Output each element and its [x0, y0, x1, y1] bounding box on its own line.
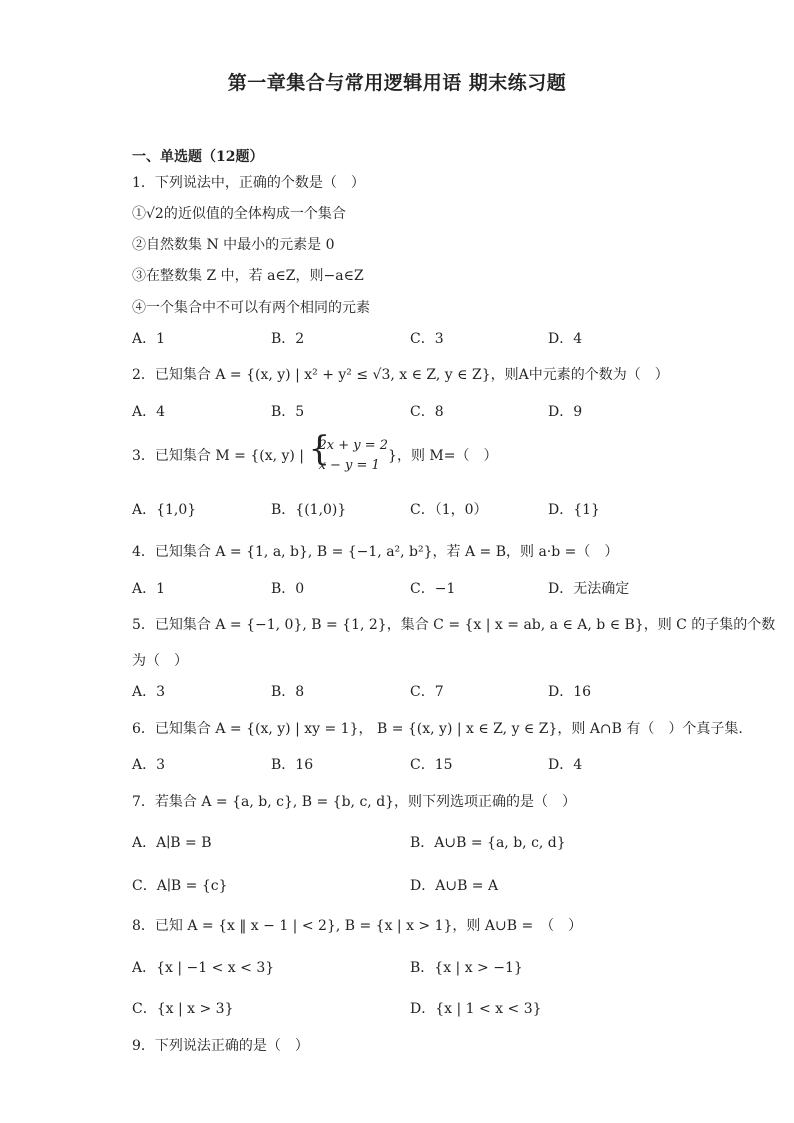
question-9-stem: 9．下列说法正确的是（ ）	[132, 1038, 309, 1054]
question-6-stem: 6．已知集合 A = {(x, y) | xy = 1}， B = {(x, y) | x ∈ Z, y ∈ Z}，则 A∩B 有（ ）个真子集.	[132, 721, 743, 737]
question-4-option-c: C．−1	[410, 581, 456, 597]
question-3-stem	[132, 429, 498, 476]
question-6-option-a: A．3	[132, 757, 166, 773]
question-4-stem: 4．已知集合 A = {1, a, b}, B = {−1, a², b²}，若 A = B，则 a·b =（ ）	[132, 544, 619, 560]
question-8-stem: 8．已知 A = {x ‖ x − 1 | < 2}, B = {x | x > 1}，则 A∪B = （ ）	[132, 918, 583, 934]
question-3-option-c: C．（1，0）	[410, 502, 488, 518]
question-6-option-d: D．4	[548, 757, 583, 773]
question-1-statement-1: ①√2的近似值的全体构成一个集合	[132, 206, 346, 222]
question-1-statement-3: ③在整数集 Z 中，若 a∈Z，则−a∈Z	[132, 268, 364, 284]
question-8-option-b: B．{x | x > −1}	[410, 960, 523, 976]
question-4-option-a: A．1	[132, 581, 166, 597]
question-2-option-c: C．8	[410, 404, 444, 420]
question-1-option-a: A．1	[132, 331, 166, 347]
question-2-option-d: D．9	[548, 404, 583, 420]
page-title: 第一章集合与常用逻辑用语 期末练习题	[227, 72, 567, 94]
equation-2: x − y = 1	[318, 458, 380, 473]
question-5-option-b: B．8	[271, 684, 305, 700]
question-6-option-b: B．16	[271, 757, 314, 773]
question-8-option-a: A．{x | −1 < x < 3}	[132, 960, 275, 976]
question-8-option-d: D．{x | 1 < x < 3}	[410, 1001, 542, 1017]
question-5-stem: 5．已知集合 A = {−1, 0}, B = {1, 2}，集合 C = {x | x = ab, a ∈ A, b ∈ B}，则 C 的子集的个数	[132, 617, 776, 633]
question-5-option-d: D．16	[548, 684, 592, 700]
question-1-option-b: B．2	[271, 331, 305, 347]
question-7-option-d: D．A∪B = A	[410, 878, 499, 894]
question-4-option-d: D．无法确定	[548, 581, 630, 597]
question-1-statement-2: ②自然数集 N 中最小的元素是 0	[132, 237, 335, 253]
question-5-stem-continued: 为（ ）	[132, 653, 188, 669]
question-5-option-a: A．3	[132, 684, 166, 700]
question-5-option-c: C．7	[410, 684, 444, 700]
question-1-option-d: D．4	[548, 331, 583, 347]
question-7-option-b: B．A∪B = {a, b, c, d}	[410, 835, 566, 851]
question-3-stem-start: 3．已知集合 M = {(x, y) |	[132, 448, 309, 464]
section-heading: 一、单选题（12题）	[132, 149, 264, 165]
question-2-option-b: B．5	[271, 404, 305, 420]
equation-1: 2x + y = 2	[318, 438, 389, 453]
question-3-option-b: B．{(1,0)}	[271, 502, 347, 518]
question-4-option-b: B．0	[271, 581, 305, 597]
question-2-option-a: A．4	[132, 404, 166, 420]
question-8-option-c: C．{x | x > 3}	[132, 1001, 234, 1017]
question-3-stem-end: }，则 M=（ ）	[388, 448, 498, 464]
question-2-stem: 2．已知集合 A = {(x, y) | x² + y² ≤ √3, x ∈ Z, y ∈ Z}，则A中元素的个数为（ ）	[132, 367, 669, 383]
question-1-statement-4: ④一个集合中不可以有两个相同的元素	[132, 300, 370, 316]
question-3-option-a: A．{1,0}	[132, 502, 197, 518]
equation-system	[308, 429, 389, 476]
question-7-option-c: C．A∣B = {c}	[132, 878, 228, 894]
question-1-stem: 1．下列说法中，正确的个数是（ ）	[132, 175, 365, 191]
question-3-option-d: D．{1}	[548, 502, 600, 518]
brace-icon: {	[308, 429, 331, 469]
question-7-option-a: A．A∣B = B	[132, 835, 212, 851]
question-1-option-c: C．3	[410, 331, 444, 347]
question-6-option-c: C．15	[410, 757, 453, 773]
question-7-stem: 7．若集合 A = {a, b, c}, B = {b, c, d}，则下列选项正确的是（ ）	[132, 794, 577, 810]
